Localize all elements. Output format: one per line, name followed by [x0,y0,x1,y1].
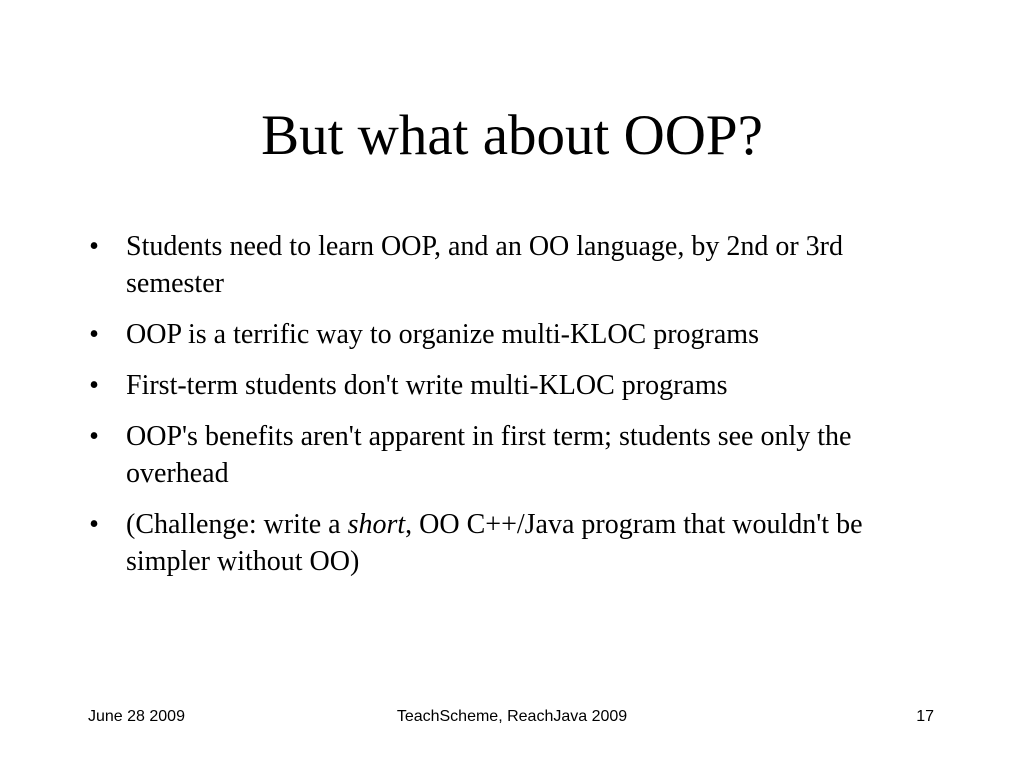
bullet-item [84,418,934,492]
emphasis-short: short [347,509,406,540]
bullet-item [84,316,934,353]
bullet-text: OOP's benefits aren't apparent in first term; students see only the overhead [126,421,852,489]
bullet-icon: • [89,421,99,452]
footer-date: June 28 2009 [88,708,185,725]
bullet-list [84,228,934,594]
bullet-text-start: (Challenge: write a [126,509,348,540]
bullet-item [84,228,934,302]
slide-title: But what about OOP? [261,104,763,167]
bullet-icon: • [89,319,99,350]
bullet-icon: • [89,509,99,540]
bullet-item [84,367,934,404]
footer-title: TeachScheme, ReachJava 2009 [396,708,628,725]
bullet-text [126,509,863,577]
bullet-icon: • [89,370,99,401]
bullet-text: OOP is a terrific way to organize multi-KLOC programs [126,319,759,350]
page-number: 17 [916,708,934,725]
bullet-icon: • [89,231,99,262]
bullet-text-end: , OO C++/Java program that wouldn't be simpler without OO) [126,509,863,577]
bullet-text: First-term students don't write multi-KLOC programs [126,370,728,401]
bullet-text: Students need to learn OOP, and an OO language, by 2nd or 3rd semester [126,231,843,299]
bullet-item [84,506,934,580]
